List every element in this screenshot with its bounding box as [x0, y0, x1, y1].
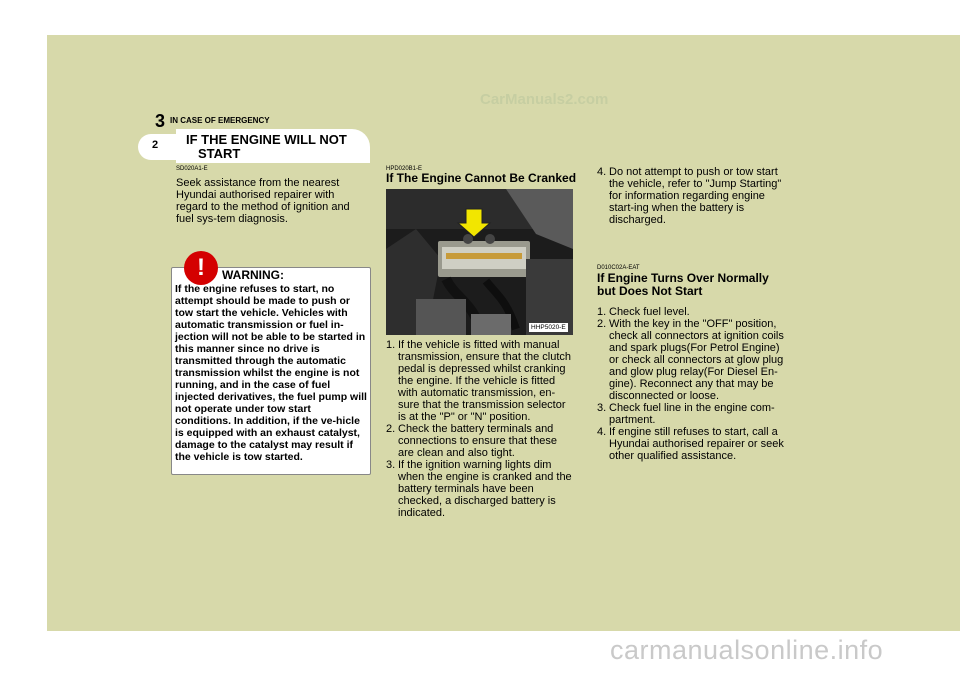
section-heading-line1: IF THE ENGINE WILL NOT: [186, 132, 347, 147]
photo-caption: HHP5020-E: [531, 324, 566, 331]
step-number: 3.: [386, 459, 396, 471]
step-number: 4.: [597, 426, 607, 438]
step-text: Check fuel level.: [609, 306, 690, 318]
list-item: [597, 306, 785, 318]
watermark-top[interactable]: CarManuals2.com: [480, 91, 609, 108]
step-text: Do not attempt to push or tow start the vehicle, refer to "Jump Starting" for information regarding engine start-ing when the battery is discharged.: [609, 166, 782, 226]
col3-step4: [597, 166, 785, 226]
step-text: If the vehicle is fitted with manual transmission, ensure that the clutch pedal is depressed whilst cranking the engine. If the vehicle is fitted with automatic transmission, en-sure that the transmission selector is at the "P" or "N" position.: [398, 339, 572, 423]
col2-code: HPD020B1-E: [386, 166, 423, 172]
watermark-bottom[interactable]: carmanualsonline.info: [610, 635, 884, 665]
step-text: If engine still refuses to start, call a Hyundai authorised repairer or seek other qualified assistance.: [609, 426, 784, 462]
step-number: 1.: [597, 306, 607, 318]
step-number: 1.: [386, 339, 396, 351]
engine-bay-photo: [386, 189, 573, 335]
list-item: [597, 402, 785, 426]
page-number: 2: [152, 139, 159, 151]
list-item: [386, 423, 574, 459]
warning-exclamation-icon: !: [184, 251, 218, 285]
step-text: If the ignition warning lights dim when the engine is cranked and the battery terminals have been checked, a discharged battery is indicated.: [398, 459, 572, 519]
list-item: [597, 318, 785, 402]
step-number: 4.: [597, 166, 607, 178]
col3-heading: If Engine Turns Over Normally but Does Not Start: [597, 271, 769, 298]
step-number: 2.: [386, 423, 396, 435]
list-item: [597, 166, 785, 226]
step-number: 3.: [597, 402, 607, 414]
col2-steps: [386, 339, 574, 519]
step-text: With the key in the "OFF" position, check all connectors at ignition coils and spark plugs(For Petrol Engine) or check all connectors at glow plug and glow plug relay(For Diesel En-gine). Reconnect any that may be disconnected or loose.: [609, 318, 784, 402]
step-number: 2.: [597, 318, 607, 330]
chapter-number: 3: [155, 111, 166, 131]
col1-paragraph: Seek assistance from the nearest Hyundai authorised repairer with regard to the method of ignition and fuel sys-tem diagnosis.: [176, 177, 350, 225]
section-heading: [186, 133, 366, 161]
step-text: Check the battery terminals and connections to ensure that these are clean and also tight.: [398, 423, 557, 459]
list-item: [386, 459, 574, 519]
col3-steps: [597, 306, 785, 462]
list-item: [597, 426, 785, 462]
col1-code: SD020A1-E: [176, 166, 208, 172]
warning-title: WARNING:: [222, 268, 284, 282]
chapter-title: IN CASE OF EMERGENCY: [170, 116, 270, 125]
list-item: [386, 339, 574, 423]
engine-bay-illustration: [386, 189, 573, 335]
col2-heading: If The Engine Cannot Be Cranked: [386, 171, 577, 185]
col3-code: D010C02A-EAT: [597, 265, 640, 271]
section-heading-line2: START: [198, 146, 241, 161]
warning-text: If the engine refuses to start, no attempt should be made to push or tow start the vehicle. Vehicles with automatic transmission or fuel in-jection will not be able to be started in this manner since no drive is transmitted through the automatic transmission whilst the engine is not running, and in the case of fuel injected derivatives, the fuel pump will not operate under tow start conditions. In addition, if the ve-hicle is equipped with an exhaust catalyst, damage to the catalyst may result if the vehicle is tow started.: [175, 283, 367, 463]
step-text: Check fuel line in the engine com-partment.: [609, 402, 775, 426]
